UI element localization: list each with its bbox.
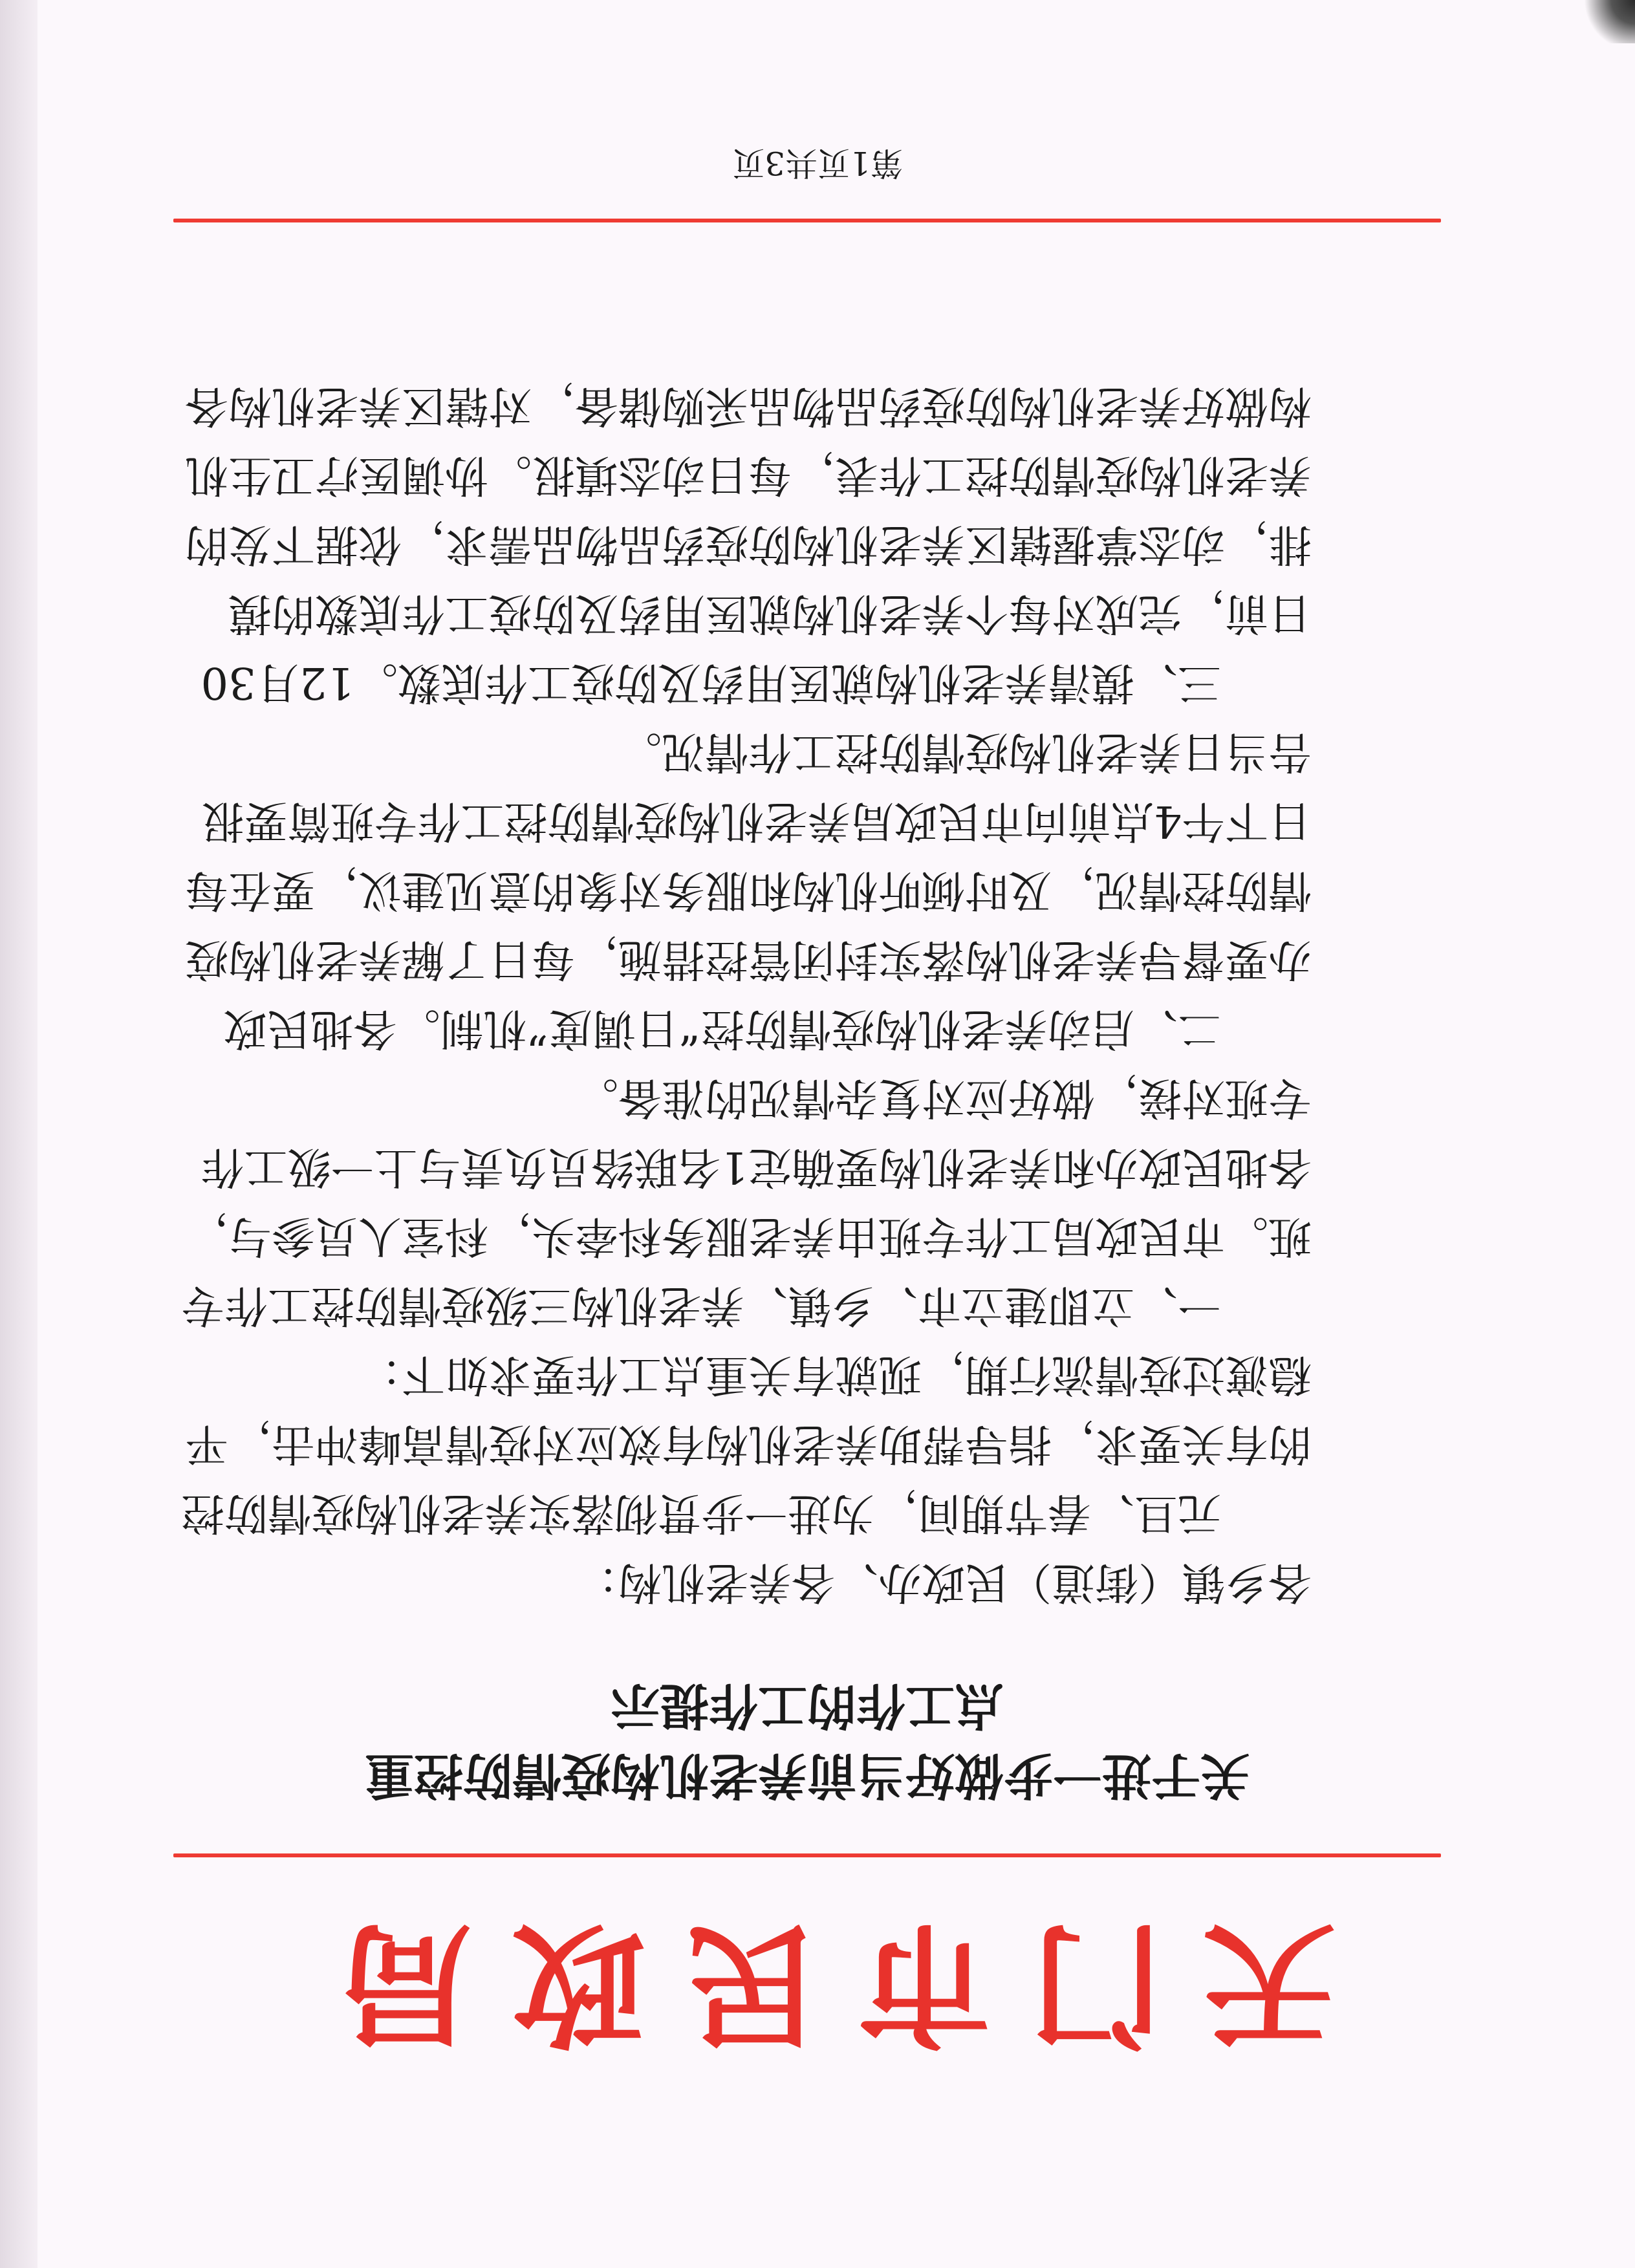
paragraph-line: 构做好养老机构防疫药品物品采购储备，对辖区养老机构各 [185, 381, 1312, 431]
paragraph-line: 二、启动养老机构疫情防控“日调度”机制。各地民政 [223, 1004, 1221, 1054]
paragraph-line: 的有关要求，指导帮助养老机构有效应对疫情高峰冲击，平 [185, 1419, 1312, 1469]
scan-corner-shadow [1583, 0, 1635, 43]
paragraph-line: 三、摸清养老机构就医用药及防疫工作底数。12月30 [200, 658, 1221, 708]
paragraph-line: 各地民政办和养老机构要确定1名联络员负责与上一级工作 [200, 1142, 1312, 1193]
letterhead: 天门市民政局 [299, 1906, 1336, 2061]
paragraph-line: 排，动态掌握辖区养老机构防疫药品物品需求，依据下发的 [185, 519, 1312, 570]
footer-red-rule [173, 219, 1441, 222]
paragraph-line: 情防控情况，及时倾听机构和服务对象的意见建议，要在每 [185, 865, 1312, 916]
paragraph-line: 办要督导养老机构落实封闭管控措施，每日了解养老机构疫 [185, 934, 1312, 985]
paragraph-line: 元旦、春节期间，为进一步贯彻落实养老机构疫情防控 [181, 1488, 1221, 1539]
paragraph-line: 告当日养老机构疫情防控工作情况。 [618, 727, 1312, 777]
page-number: 第1页共3页 [732, 144, 903, 182]
paragraph-line: 日前，完成对每个养老机构就医用药及防疫工作底数的摸 [228, 589, 1312, 639]
salutation: 各乡镇（街道）民政办、各养老机构： [575, 1557, 1312, 1608]
paragraph-line: 一、立即建立市、乡镇、养老机构三级疫情防控工作专 [181, 1280, 1221, 1331]
paragraph-line: 养老机构疫情防控工作表，每日动态填报。协调医疗卫生机 [185, 450, 1312, 501]
document-title-line-1: 关于进一步做好当前养老机构疫情防控重 [365, 1747, 1250, 1804]
letterhead-red-rule [173, 1853, 1441, 1857]
paragraph-line: 稳渡过疫情流行期，现就有关重点工作要求如下： [358, 1350, 1312, 1400]
paragraph-line: 日下午4点前向市民政局养老机构疫情防控工作专班简要报 [200, 796, 1312, 847]
paragraph-line: 班。市民政局工作专班由养老服务科牵头，科室人员参与， [185, 1211, 1312, 1262]
paragraph-line: 专班对接，做好应对复杂情况的准备。 [575, 1073, 1312, 1123]
document-title-line-2: 点工作的工作提示 [611, 1677, 1004, 1734]
